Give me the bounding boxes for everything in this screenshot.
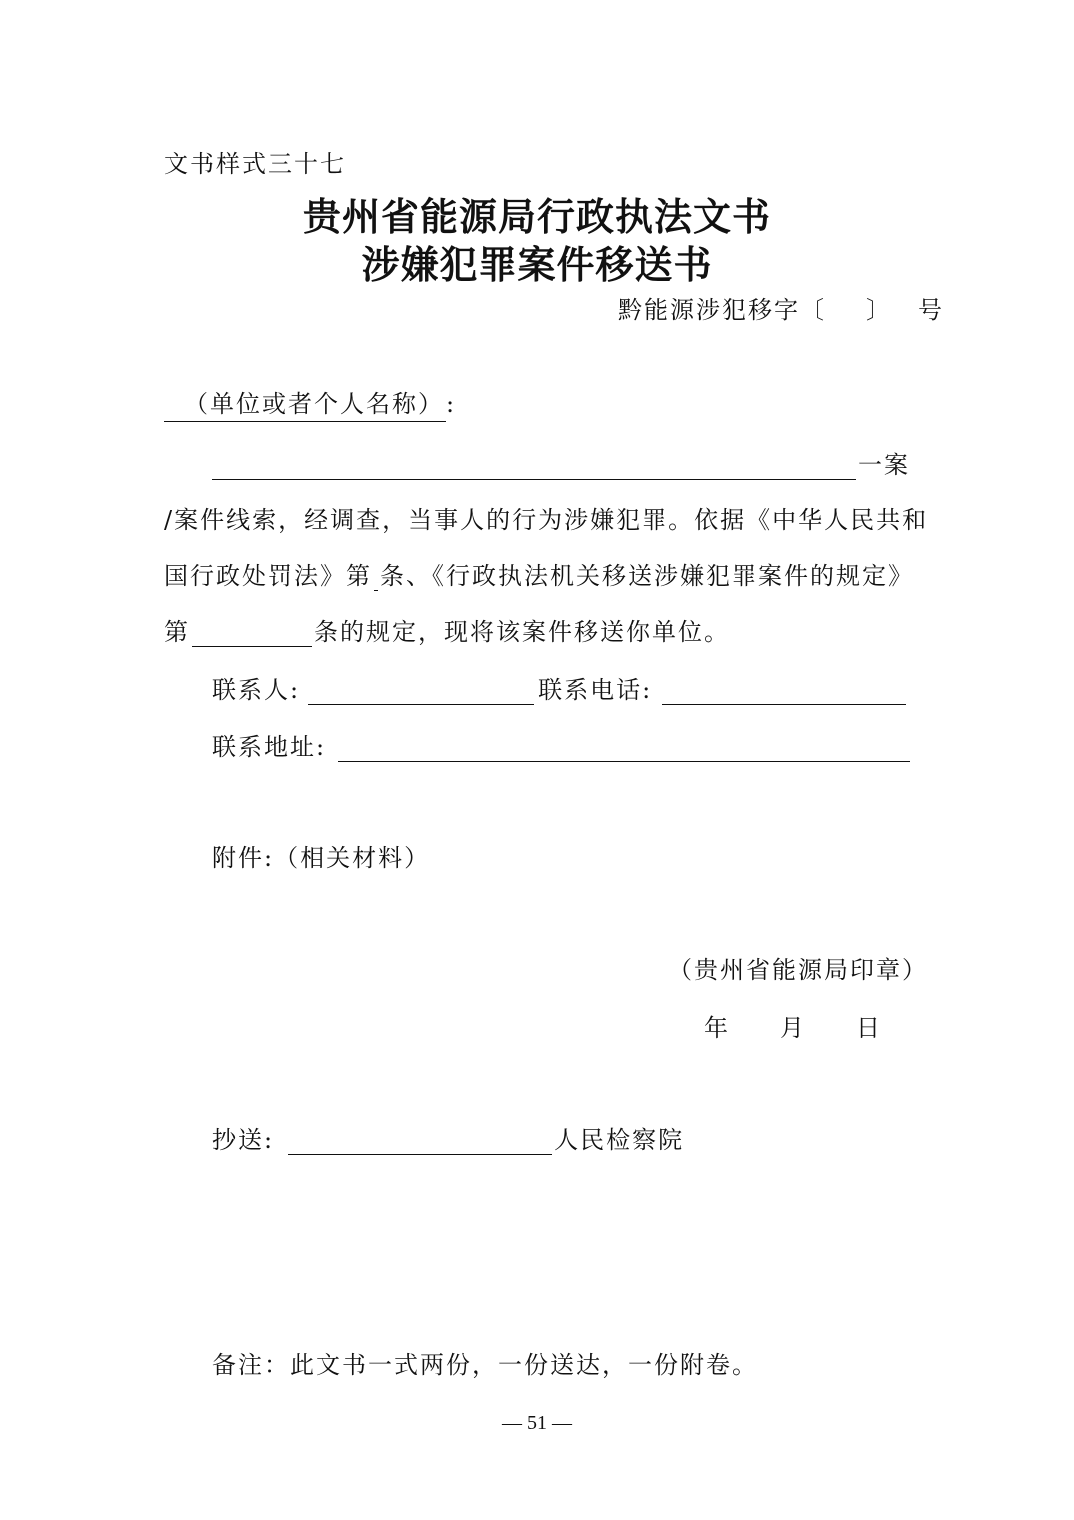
- date-year: 年: [704, 1014, 730, 1042]
- penalty-law-article-blank[interactable]: [374, 568, 378, 591]
- addressee-colon: :: [446, 390, 457, 418]
- form-style-label: 文书样式三十七: [164, 150, 346, 178]
- document-number-suffix: 号: [918, 296, 944, 324]
- body-line1-suffix: 一案: [858, 451, 910, 479]
- body-line4-prefix: 第: [164, 618, 190, 646]
- page-number: — 51 —: [502, 1412, 572, 1434]
- body-line3-suffix: 条、《行政执法机关移送涉嫌犯罪案件的规定》: [380, 562, 914, 590]
- contact-phone-label: 联系电话:: [538, 676, 653, 704]
- seal-placeholder: （贵州省能源局印章）: [668, 956, 928, 984]
- body-line4-suffix: 条的规定，现将该案件移送你单位。: [314, 618, 730, 646]
- cc-suffix: 人民检察院: [554, 1126, 685, 1154]
- regulation-article-blank[interactable]: [192, 624, 312, 647]
- case-name-blank[interactable]: [212, 457, 856, 480]
- document-number: [618, 290, 944, 325]
- document-number-close: 〕: [866, 296, 892, 324]
- addressee-placeholder[interactable]: （单位或者个人名称）: [164, 384, 446, 422]
- cc-label: 抄送:: [212, 1126, 275, 1154]
- contact-person-field[interactable]: [308, 682, 534, 705]
- document-title-line2: 涉嫌犯罪案件移送书: [361, 243, 713, 287]
- contact-phone-field[interactable]: [662, 682, 906, 705]
- cc-row: [212, 1120, 684, 1155]
- contact-address-field[interactable]: [338, 739, 910, 762]
- date-day: 日: [856, 1014, 882, 1042]
- body-line3-prefix: 国行政处罚法》第: [164, 562, 372, 590]
- body-line-3: [164, 556, 914, 591]
- contact-row: [212, 670, 906, 705]
- addressee: [164, 384, 456, 422]
- body-line-1: [212, 445, 910, 480]
- body-line-2: /案件线索，经调查，当事人的行为涉嫌犯罪。依据《中华人民共和: [164, 506, 929, 534]
- remark-note: 备注：此文书一式两份，一份送达，一份附卷。: [212, 1351, 758, 1379]
- contact-person-label: 联系人:: [212, 676, 301, 704]
- attachment-note: 附件:（相关材料）: [212, 844, 431, 872]
- date-line: [704, 1008, 882, 1043]
- date-month: 月: [780, 1014, 806, 1042]
- contact-address-label: 联系地址:: [212, 733, 327, 761]
- body-line-4: [164, 612, 914, 647]
- document-title-line1: 贵州省能源局行政执法文书: [302, 195, 771, 239]
- document-number-prefix: 黔能源涉犯移字〔: [618, 296, 826, 324]
- cc-procuratorate-field[interactable]: [288, 1132, 552, 1155]
- contact-address-row: [212, 727, 910, 762]
